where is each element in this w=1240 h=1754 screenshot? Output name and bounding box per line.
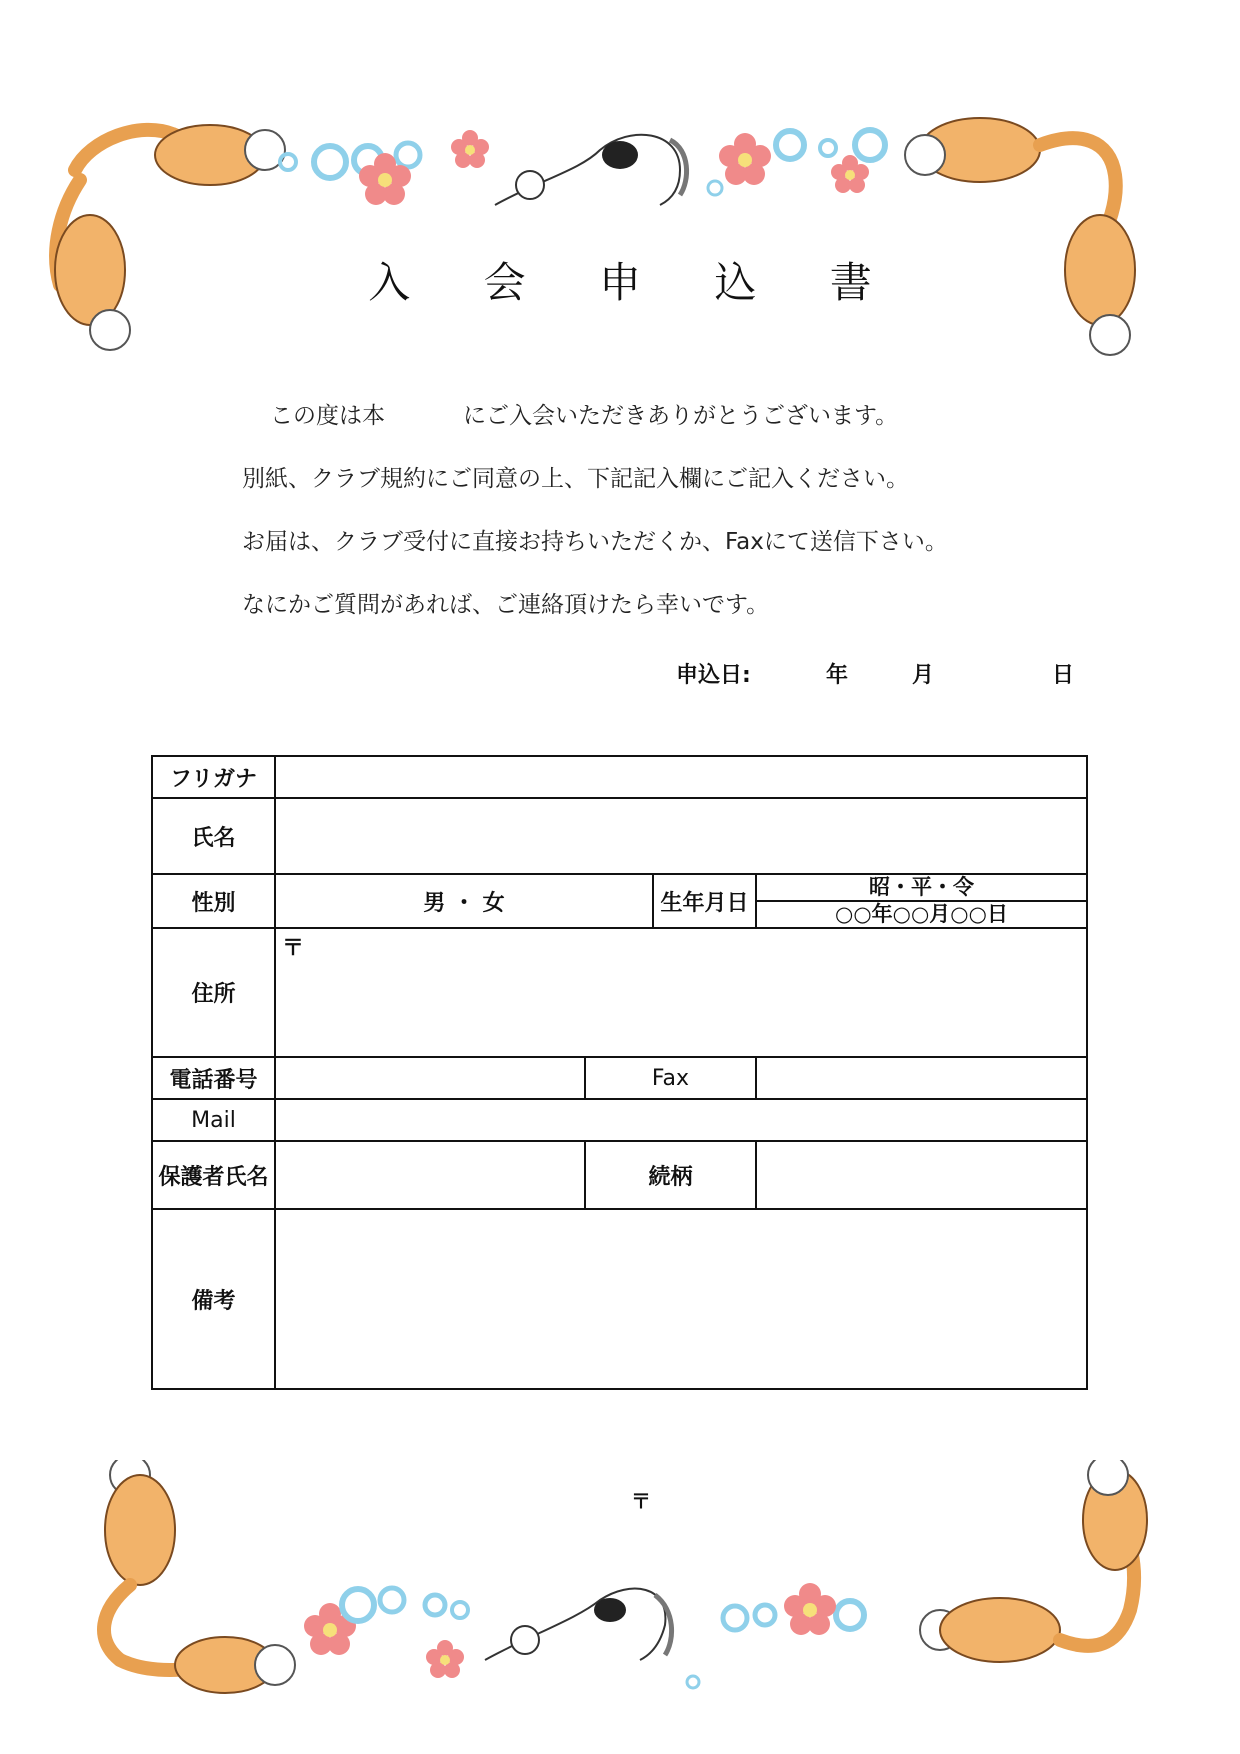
label-mail: Mail [152,1099,275,1141]
bubbles-bottom-left [342,1588,468,1621]
label-guardian: 保護者氏名 [152,1141,275,1209]
label-fax: Fax [585,1057,756,1099]
row-furigana [152,756,1087,798]
cat-illustration-bottom-left [104,1460,295,1693]
label-name: 氏名 [152,798,275,874]
input-name[interactable] [275,798,1087,874]
input-relation[interactable] [756,1141,1087,1209]
row-address [152,928,1087,1057]
gender-options[interactable]: 男 ・ 女 [275,874,653,928]
flower-bottom-right-1 [784,1583,836,1635]
row-guardian [152,1141,1087,1209]
row-name [152,798,1087,874]
application-form-table [151,755,1088,1390]
bubbles-left [280,143,420,178]
intro-line-2: 別紙、クラブ規約にご同意の上、下記記入欄にご記入ください。 [242,466,909,492]
cat-illustration-bottom-center [485,1589,672,1660]
label-phone: 電話番号 [152,1057,275,1099]
input-mail[interactable] [275,1099,1087,1141]
flower-right-2 [831,155,869,193]
birthdate-format: ○○年○○月○○日 [835,902,1008,926]
row-phone-fax [152,1057,1087,1099]
label-furigana: フリガナ [152,756,275,798]
postal-mark: 〒 [282,936,305,961]
page-title: 入 会 申 込 書 [368,258,902,307]
row-gender-birthdate [152,874,1087,928]
label-address: 住所 [152,928,275,1057]
input-remarks[interactable] [275,1209,1087,1389]
intro-line-4: なにかご質問があれば、ご連絡頂けたら幸いです。 [242,592,770,618]
label-gender: 性別 [152,874,275,928]
input-guardian[interactable] [275,1141,585,1209]
date-year-label: 年 [826,663,849,688]
intro-text [242,402,948,654]
input-fax[interactable] [756,1057,1087,1099]
label-relation: 続柄 [585,1141,756,1209]
flower-right-1 [719,133,771,185]
birthdate-cell[interactable] [756,874,1087,928]
flower-left-2 [451,130,489,168]
input-furigana[interactable] [275,756,1087,798]
bubbles-right [708,130,885,195]
flower-bottom-left-2 [426,1640,464,1678]
row-remarks [152,1209,1087,1389]
input-address[interactable] [275,928,1087,1057]
input-phone[interactable] [275,1057,585,1099]
cat-illustration-top-center [495,135,687,205]
label-remarks: 備考 [152,1209,275,1389]
row-mail [152,1099,1087,1141]
bubbles-bottom-right [687,1601,864,1688]
intro-line-1: この度は本 にご入会いただきありがとうございます。 [270,403,899,429]
date-day-label: 日 [1052,663,1075,688]
application-date [676,658,1074,689]
cat-illustration-bottom-right [920,1460,1147,1662]
flower-left-1 [359,153,411,205]
top-decoration [0,100,1240,360]
date-label: 申込日: [676,663,751,688]
flower-bottom-left-1 [304,1603,356,1655]
date-month-label: 月 [912,663,935,688]
bottom-decoration [0,1460,1240,1720]
footer-postal-mark: 〒 [631,1489,651,1513]
era-options[interactable]: 昭・平・令 [757,875,1086,902]
intro-line-3: お届は、クラブ受付に直接お持ちいただくか、Faxにて送信下さい。 [242,529,948,555]
cat-illustration-top-left [55,125,285,350]
cat-illustration-top-right [905,118,1135,355]
label-birthdate: 生年月日 [653,874,756,928]
